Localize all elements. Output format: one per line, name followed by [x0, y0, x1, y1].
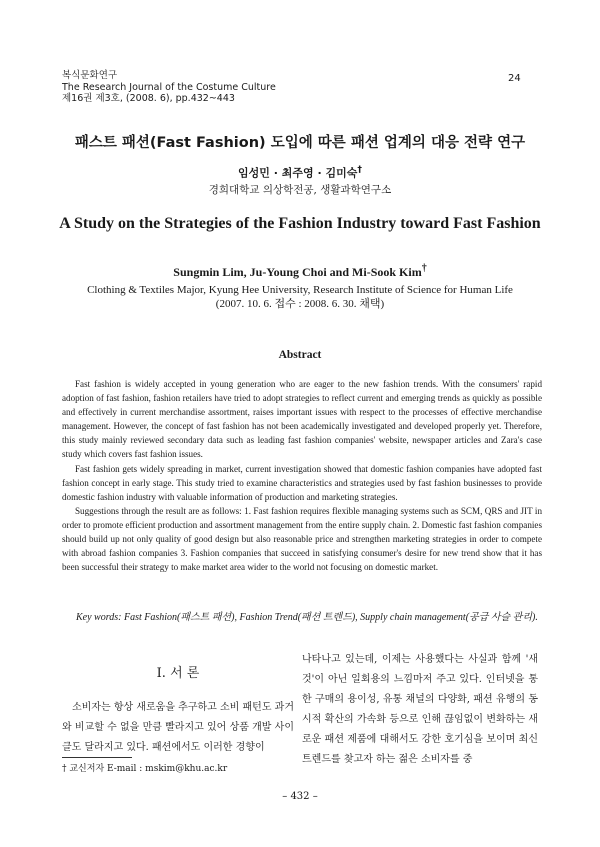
- affiliation-korean: 경희대학교 의상학전공, 생활과학연구소: [208, 184, 392, 196]
- authors-korean-names: 임성민 · 최주영 · 김미숙: [238, 166, 358, 180]
- page-number-top: 24: [508, 73, 521, 84]
- abstract-paragraph: Fast fashion gets widely spreading in market, current investigation showed that domestic fashion companies have adopted fast fashion concept in early stage. This study tried to examine characteristics and strategies used by fast fashion businesses to provide domestic fashion industry with valuable information of production and marketing strategies.: [62, 463, 542, 502]
- authors-english: [0, 263, 600, 280]
- title-english: A Study on the Strategies of the Fashion Industry toward Fast Fashion: [59, 215, 541, 232]
- corresponding-mark: †: [357, 164, 362, 175]
- abstract-paragraph: Suggestions through the result are as follows: 1. Fast fashion requires flexible managing systems such as SCM, QRS and JIT in order to promote efficient production and assortment management from the entire supply chain. 2. Domestic fast fashion companies should build up not only quality of good design but also reasonable price and strengthen marketing strategies in order to compete with abroad fashion companies 3. Fashion companies that succeed in satisfying consumer's desire for new trend show that it has been successful their strategy to make market area wider to the world not focusing on domestic market.: [62, 505, 542, 573]
- affiliation-english: [30, 283, 570, 311]
- authors-english-names: Sungmin Lim, Ju-Young Choi and Mi-Sook Kim: [173, 265, 422, 279]
- page-number-bottom: – 432 –: [282, 791, 318, 802]
- body-paragraph: 소비자는 항상 새로움을 추구하고 소비 패턴도 과거와 비교할 수 없을 만큼 빨라지고 있어 상품 개발 사이클도 달라지고 있다. 패션에서도 이러한 경향이: [62, 702, 294, 753]
- body-column-left: [62, 698, 294, 758]
- corresponding-mark: †: [421, 263, 427, 274]
- body-column-right: [302, 650, 538, 770]
- abstract-heading: Abstract: [278, 349, 322, 361]
- authors-korean: [0, 164, 600, 181]
- received-accepted-dates: (2007. 10. 6. 접수 : 2008. 6. 30. 채택): [215, 298, 385, 310]
- volume-info: 제16권 제3호, (2008. 6), pp.432~443: [62, 93, 235, 104]
- journal-header: [62, 70, 276, 105]
- footnote-email: † 교신저자 E-mail : mskim@khu.ac.kr: [62, 764, 228, 774]
- keywords: Key words: Fast Fashion(패스트 패션), Fashion Trend(패션 트렌드), Supply chain management(공급 사슬 관리).: [76, 612, 538, 623]
- affiliation-english-text: Clothing & Textiles Major, Kyung Hee University, Research Institute of Science for Human Life: [87, 284, 513, 296]
- section-heading-introduction: Ⅰ. 서 론: [156, 666, 200, 681]
- journal-name-ko: 복식문화연구: [62, 70, 118, 81]
- title-korean: 패스트 패션(Fast Fashion) 도입에 따른 패션 업계의 대응 전략 연구: [74, 135, 526, 151]
- body-paragraph: 나타나고 있는데, 이제는 사용했다는 사실과 함께 '새것'이 아닌 일회용의 느낌마저 주고 있다. 인터넷을 통한 구매의 용이성, 유통 채널의 다양화, 패션 유행의 동시적 확산의 가속화 등으로 인해 끊임없이 변화하는 새로운 패션 제품에 대해서도 강한 호기심을 보이며 최신 트렌드를 찾고자 하는 젊은 소비자를 중: [302, 654, 538, 765]
- abstract-body: [62, 377, 542, 574]
- abstract-paragraph: Fast fashion is widely accepted in young generation who are eager to the new fashion trends. With the consumers' rapid adoption of fast fashion, fashion retailers have tried to adopt strategies to reflect current and emerging trends as quickly as possible and effectively in current merchandise assortment, raises important issues with respect to the processes of effective merchandise management. However, the concept of fast fashion has not been academically investigated and developed properly yet. Therefore, this study mainly reviewed secondary data such as leading fast fashion companies' website, newspaper articles and Zara's case study which covers fast fashion issues.: [62, 379, 542, 460]
- journal-name-en: The Research Journal of the Costume Culture: [62, 81, 276, 93]
- footnote-divider: [62, 757, 132, 758]
